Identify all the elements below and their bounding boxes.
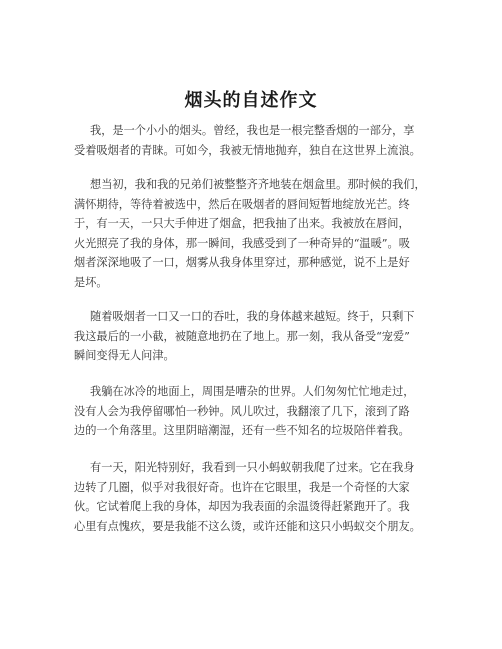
paragraph-line: 烟者深深地吸了一口，烟雾从我身体里穿过，那种感觉，说不上是好 bbox=[74, 256, 410, 270]
paragraph-line: 边转了几圈，似乎对我很好奇。也许在它眼里，我是一个奇怪的大家 bbox=[74, 480, 410, 494]
paragraph-2 bbox=[74, 175, 444, 293]
paragraph-line: 是坏。 bbox=[74, 275, 108, 289]
paragraph-line: 随着吸烟者一口又一口的吞吐，我的身体越来越短。终于，只剩下 bbox=[90, 310, 415, 323]
paragraph-line: 伙。它试着爬上我的身体，却因为我表面的余温烫得赶紧跑开了。我 bbox=[74, 500, 410, 514]
paragraph-line: 心里有点愧疚，要是我能不这么烫，或许还能和这只小蚂蚁交个朋友。 bbox=[74, 519, 421, 533]
paragraph-1 bbox=[74, 121, 444, 160]
paragraph-line: 有一天，阳光特别好，我看到一只小蚂蚁朝我爬了过来。它在我身 bbox=[90, 461, 415, 474]
document-title: 烟头的自述作文 bbox=[184, 90, 318, 111]
paragraph-line: 受着吸烟者的青睐。可如今，我被无情地抛弃，独自在这世界上流浪。 bbox=[74, 143, 421, 157]
paragraph-line: 于，有一天，一只大手伸进了烟盒，把我抽了出来。我被放在唇间， bbox=[74, 217, 410, 231]
paragraph-line: 想当初，我和我的兄弟们被整整齐齐地装在烟盒里。那时候的我们， bbox=[90, 178, 426, 191]
paragraph-line: 没有人会为我停留哪怕一秒钟。风儿吹过，我翻滚了几下，滚到了路 bbox=[74, 404, 410, 418]
paragraph-3 bbox=[74, 307, 444, 366]
paragraph-line: 满怀期待，等待着被选中，然后在吸烟者的唇间短暂地绽放光芒。终 bbox=[74, 197, 410, 211]
paragraph-5 bbox=[74, 458, 444, 536]
paragraph-line: 火光照亮了我的身体，那一瞬间，我感受到了一种奇异的“温暖”。吸 bbox=[74, 236, 410, 250]
paragraph-line: 我，是一个小小的烟头。曾经，我也是一根完整香烟的一部分，享 bbox=[90, 124, 415, 137]
paragraph-line: 边的一个角落里。这里阴暗潮湿，还有一些不知名的垃圾陪伴着我。 bbox=[74, 424, 410, 438]
paragraph-4 bbox=[74, 382, 444, 441]
paragraph-line: 我躺在冰冷的地面上，周围是嘈杂的世界。人们匆匆忙忙地走过， bbox=[90, 385, 415, 398]
paragraph-line: 我这最后的一小截，被随意地扔在了地上。那一刻，我从备受“宠爱” bbox=[74, 329, 410, 343]
paragraph-line: 瞬间变得无人问津。 bbox=[74, 349, 175, 363]
